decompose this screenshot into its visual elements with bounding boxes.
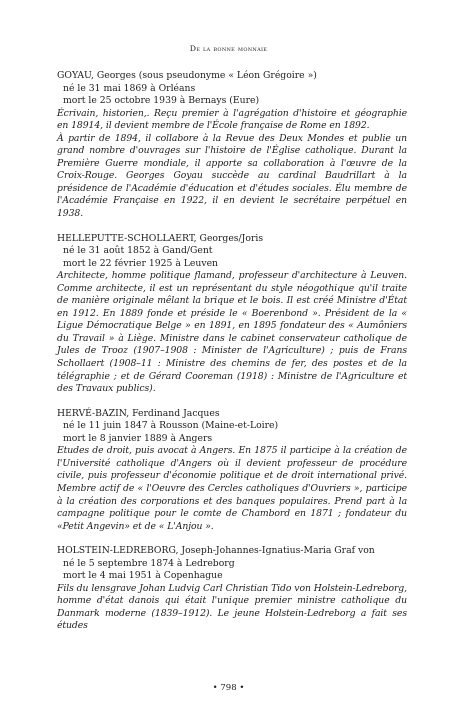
entry-name: HERVÉ-BAZIN, Ferdinand Jacques xyxy=(57,407,220,419)
entry-death: mort le 8 janvier 1889 à Angers xyxy=(63,432,213,444)
biography-list xyxy=(57,70,407,645)
entry-death: mort le 22 février 1925 à Leuven xyxy=(63,257,219,269)
entry-death: mort le 4 mai 1951 à Copenhague xyxy=(63,570,223,582)
entry-birth: né le 31 août 1852 à Gand/Gent xyxy=(63,245,213,257)
entry-name: HELLEPUTTE-SCHOLLAERT, Georges/Joris xyxy=(57,232,264,244)
biography-entry xyxy=(57,70,407,221)
entry-birth: né le 31 mai 1869 à Orléans xyxy=(63,82,196,94)
entry-birth: né le 5 septembre 1874 à Ledreborg xyxy=(63,557,235,569)
entry-name: HOLSTEIN-LEDREBORG, Joseph-Johannes-Ignatius-Maria Graf von xyxy=(57,545,375,557)
entry-biography: Etudes de droit, puis avocat à Angers. En 1875 il participe à la création de l'Université catholique d'Angers où il devient professeur de procédure civile, puis professeur d'économie politique et de droit international privé. Membre actif de « l'Oeuvre des Cercles catholiques d'Ouvriers », participe à la création des corporations et des banques populaires. Prend part à la campagne politique pour le comte de Chambord en 1871 ; fondateur du «Petit Angevin» et de « L'Anjou ». xyxy=(57,445,407,532)
entry-biography: Architecte, homme politique flamand, professeur d'architecture à Leuven. Comme architecte, il est un représentant du style néogothique qu'il traite de manière originale mêlant la brique et le bois. Il est créé Ministre d'État en 1912. En 1889 fonde et préside le « Boerenbond ». Président de la « Ligue Démocratique Belge » en 1891, en 1895 fondateur des « Aumôniers du Travail » à Liège. Ministre dans le cabinet conservateur catholique de Jules de Trooz (1907–1908 : Minister de l'Agriculture) ; puis de Frans Schollaert (1908–11 : Ministre des chemins de fer, des postes et de la télégraphie ; et de Gérard Cooreman (1918) : Ministre de l'Agriculture et des Travaux publics). xyxy=(57,270,407,395)
biography-entry xyxy=(57,545,407,633)
entry-birth: né le 11 juin 1847 à Rousson (Maine-et-Loire) xyxy=(63,420,279,432)
entry-biography: Écrivain, historien,. Reçu premier à l'agrégation d'histoire et géographie en 18914, il devient membre de l'École française de Rome en 1892. xyxy=(57,107,407,132)
running-head: De la bonne monnaie xyxy=(189,44,268,53)
entry-name: GOYAU, Georges (sous pseudonyme « Léon Grégoire ») xyxy=(57,70,317,81)
entry-biography: Fils du lensgrave Johan Ludvig Carl Christian Tido von Holstein-Ledreborg, homme d'état danois qui était l'unique premier ministre catholique du Danmark moderne (1839–1912). Le jeune Holstein-Ledreborg a fait ses études xyxy=(57,582,407,632)
biography-entry xyxy=(57,408,407,533)
biography-entry xyxy=(57,233,407,396)
page-number: • 798 • xyxy=(212,683,245,693)
entry-biography: À partir de 1894, il collabore à la Revue des Deux Mondes et publie un grand nombre d'ouvrages sur l'histoire de l'Église catholique. Durant la Première Guerre mondiale, il apporte sa collaboration à l'œuvre de la Croix-Rouge. Georges Goyau succède au cardinal Baudrillart à la présidence de l'Académie d'éducation et d'études sociales. Élu membre de l'Académie Française en 1922, il en devient le secrétaire perpétuel en 1938. xyxy=(57,132,407,220)
entry-death: mort le 25 octobre 1939 à Bernays (Eure) xyxy=(63,95,260,107)
